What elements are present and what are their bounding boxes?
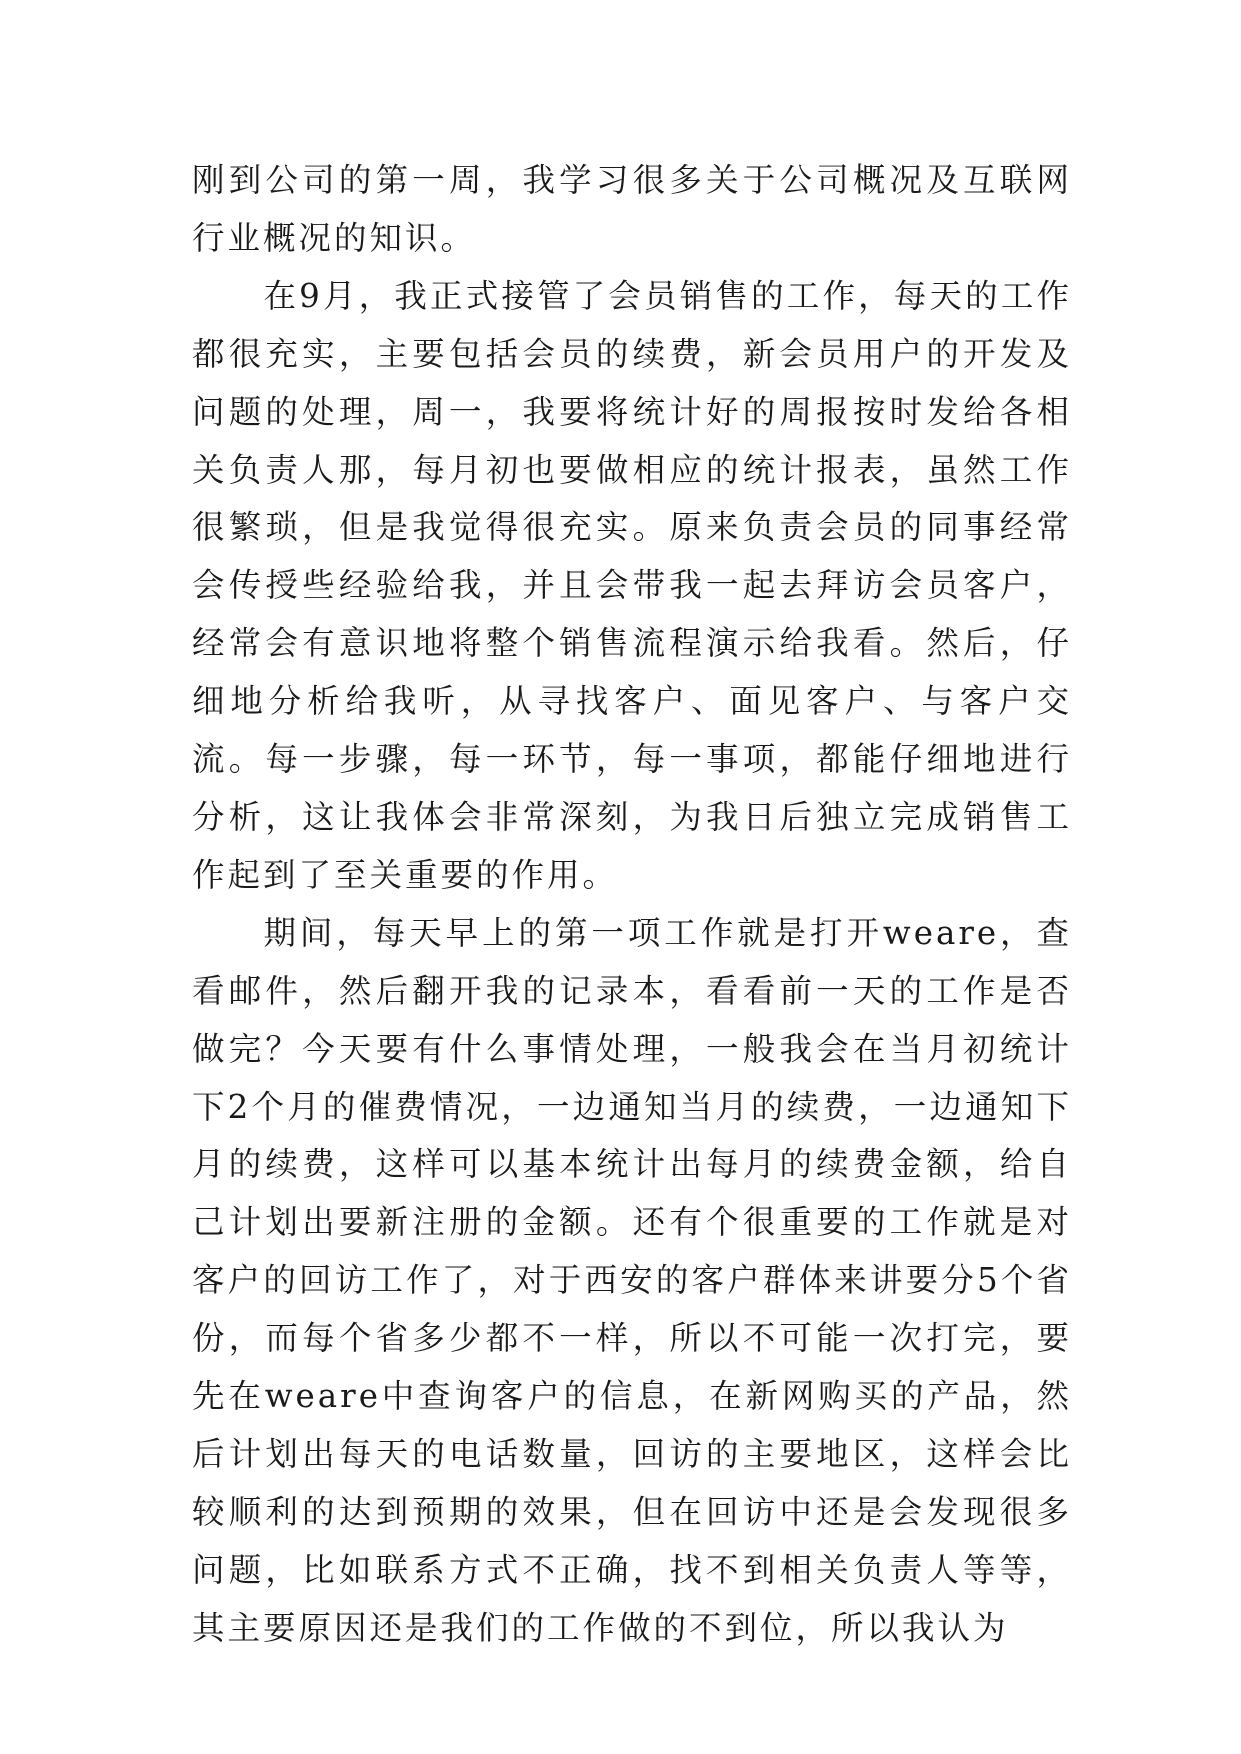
paragraph-1: 刚到公司的第一周，我学习很多关于公司概况及互联网行业概况的知识。 (192, 161, 1072, 257)
paragraph-2: 在9月，我正式接管了会员销售的工作，每天的工作都很充实，主要包括会员的续费，新会员用户的开发及问题的处理，周一，我要将统计好的周报按时发给各相关负责人那，每月初也要做相应的统计报表，虽然工作很繁琐，但是我觉得很充实。原来负责会员的同事经常会传授些经验给我，并且会带我一起去拜访会员客户，经常会有意识地将整个销售流程演示给我看。然后，仔细地分析给我听，从寻找客户、面见客户、与客户交流。每一步骤，每一环节，每一事项，都能仔细地进行分析，这让我体会非常深刻，为我日后独立完成销售工作起到了至关重要的作用。 (192, 276, 1072, 894)
paragraph-3: 期间，每天早上的第一项工作就是打开weare，查看邮件，然后翻开我的记录本，看看前一天的工作是否做完？今天要有什么事情处理，一般我会在当月初统计下2个月的催费情况，一边通知当月的续费，一边通知下月的续费，这样可以基本统计出每月的续费金额，给自己计划出要新注册的金额。还有个很重要的工作就是对客户的回访工作了，对于西安的客户群体来讲要分5个省份，而每个省多少都不一样，所以不可能一次打完，要先在weare中查询客户的信息，在新网购买的产品，然后计划出每天的电话数量，回访的主要地区，这样会比较顺利的达到预期的效果，但在回访中还是会发现很多问题，比如联系方式不正确，找不到相关负责人等等，其主要原因还是我们的工作做的不到位，所以我认为 (192, 913, 1072, 1647)
document-body (192, 152, 1072, 1658)
